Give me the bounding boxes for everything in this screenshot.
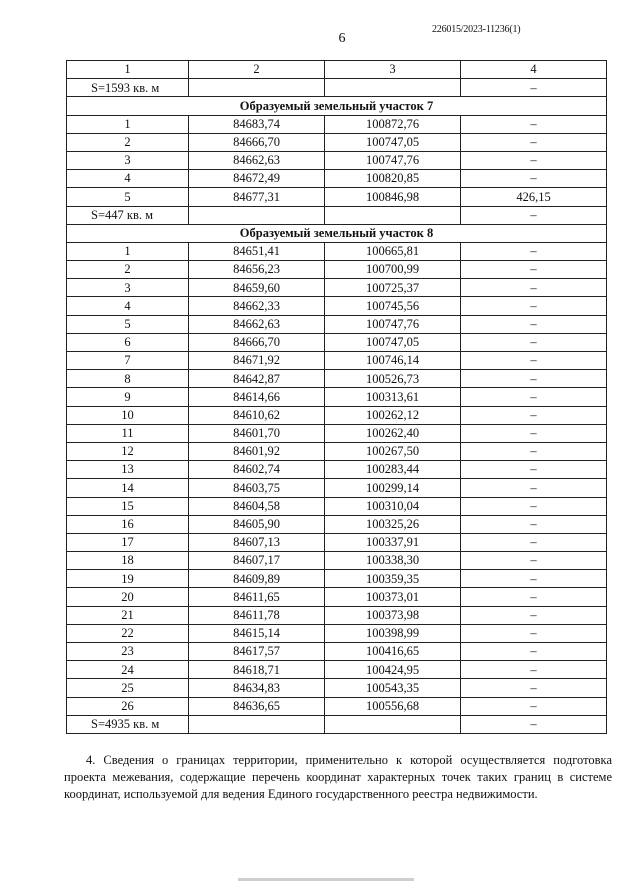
paragraph-text: 4. Сведения о границах территории, применительно к которой осуществляется подготовка проекта межевания, содержащие перечень координат характерных точек таких границ в системе координат, используемой для ведения Единого государственного реестра недвижимости.	[64, 753, 612, 801]
point-number-cell: 20	[67, 588, 189, 606]
empty-cell	[325, 206, 461, 224]
distance-cell: –	[461, 388, 607, 406]
distance-cell: –	[461, 697, 607, 715]
distance-cell: –	[461, 424, 607, 442]
x-coordinate-cell: 84610,62	[189, 406, 325, 424]
x-coordinate-cell: 84605,90	[189, 515, 325, 533]
empty-cell	[189, 206, 325, 224]
table-row	[67, 370, 607, 388]
distance-cell: –	[461, 115, 607, 133]
page-number: 6	[338, 31, 346, 46]
y-coordinate-cell: 100820,85	[325, 170, 461, 188]
y-coordinate-cell: 100745,56	[325, 297, 461, 315]
table-row	[67, 242, 607, 260]
distance-cell: –	[461, 370, 607, 388]
y-coordinate-cell: 100338,30	[325, 552, 461, 570]
y-coordinate-cell: 100325,26	[325, 515, 461, 533]
distance-cell: –	[461, 151, 607, 169]
x-coordinate-cell: 84671,92	[189, 352, 325, 370]
distance-cell: 426,15	[461, 188, 607, 206]
y-coordinate-cell: 100267,50	[325, 442, 461, 460]
y-coordinate-cell: 100665,81	[325, 242, 461, 260]
section-header-row	[67, 224, 607, 242]
distance-cell: –	[461, 606, 607, 624]
x-coordinate-cell: 84662,33	[189, 297, 325, 315]
section-title: Образуемый земельный участок 8	[67, 224, 607, 242]
coordinates-table	[66, 60, 607, 734]
point-number-cell: 3	[67, 151, 189, 169]
table-row	[67, 388, 607, 406]
y-coordinate-cell: 100872,76	[325, 115, 461, 133]
point-number-cell: 1	[67, 115, 189, 133]
distance-cell: –	[461, 297, 607, 315]
empty-cell	[325, 79, 461, 97]
area-value: S=4935 кв. м	[67, 715, 189, 733]
y-coordinate-cell: 100747,05	[325, 333, 461, 351]
table-row	[67, 315, 607, 333]
x-coordinate-cell: 84611,65	[189, 588, 325, 606]
x-coordinate-cell: 84662,63	[189, 315, 325, 333]
point-number-cell: 22	[67, 624, 189, 642]
point-number-cell: 21	[67, 606, 189, 624]
point-number-cell: 11	[67, 424, 189, 442]
empty-cell	[325, 715, 461, 733]
x-coordinate-cell: 84615,14	[189, 624, 325, 642]
area-value: S=1593 кв. м	[67, 79, 189, 97]
area-row	[67, 715, 607, 733]
point-number-cell: 13	[67, 461, 189, 479]
x-coordinate-cell: 84607,13	[189, 533, 325, 551]
x-coordinate-cell: 84659,60	[189, 279, 325, 297]
distance-cell: –	[461, 170, 607, 188]
distance-cell: –	[461, 352, 607, 370]
point-number-cell: 4	[67, 297, 189, 315]
table-row	[67, 279, 607, 297]
point-number-cell: 7	[67, 352, 189, 370]
y-coordinate-cell: 100747,76	[325, 315, 461, 333]
table-row	[67, 297, 607, 315]
distance-cell: –	[461, 624, 607, 642]
x-coordinate-cell: 84677,31	[189, 188, 325, 206]
table-row	[67, 170, 607, 188]
y-coordinate-cell: 100337,91	[325, 533, 461, 551]
distance-cell: –	[461, 261, 607, 279]
x-coordinate-cell: 84666,70	[189, 133, 325, 151]
distance-cell: –	[461, 533, 607, 551]
y-coordinate-cell: 100299,14	[325, 479, 461, 497]
x-coordinate-cell: 84609,89	[189, 570, 325, 588]
distance-cell: –	[461, 643, 607, 661]
point-number-cell: 12	[67, 442, 189, 460]
distance-cell: –	[461, 279, 607, 297]
section-header-row	[67, 97, 607, 115]
table-row	[67, 333, 607, 351]
table-row	[67, 570, 607, 588]
y-coordinate-cell: 100262,40	[325, 424, 461, 442]
point-number-cell: 16	[67, 515, 189, 533]
table-body	[67, 79, 607, 734]
table-row	[67, 188, 607, 206]
y-coordinate-cell: 100526,73	[325, 370, 461, 388]
distance-cell: –	[461, 333, 607, 351]
table-row	[67, 424, 607, 442]
x-coordinate-cell: 84614,66	[189, 388, 325, 406]
table-row	[67, 643, 607, 661]
point-number-cell: 26	[67, 697, 189, 715]
x-coordinate-cell: 84611,78	[189, 606, 325, 624]
point-number-cell: 23	[67, 643, 189, 661]
table-row	[67, 533, 607, 551]
y-coordinate-cell: 100725,37	[325, 279, 461, 297]
distance-cell: –	[461, 515, 607, 533]
table-header-row	[67, 61, 607, 79]
table-row	[67, 552, 607, 570]
x-coordinate-cell: 84607,17	[189, 552, 325, 570]
table-row	[67, 442, 607, 460]
point-number-cell: 17	[67, 533, 189, 551]
x-coordinate-cell: 84634,83	[189, 679, 325, 697]
y-coordinate-cell: 100543,35	[325, 679, 461, 697]
table-row	[67, 352, 607, 370]
y-coordinate-cell: 100416,65	[325, 643, 461, 661]
table-row	[67, 151, 607, 169]
distance-cell: –	[461, 406, 607, 424]
table-row	[67, 661, 607, 679]
x-coordinate-cell: 84683,74	[189, 115, 325, 133]
table-row	[67, 697, 607, 715]
y-coordinate-cell: 100373,01	[325, 588, 461, 606]
x-coordinate-cell: 84666,70	[189, 333, 325, 351]
table-row	[67, 461, 607, 479]
y-coordinate-cell: 100359,35	[325, 570, 461, 588]
table-row	[67, 479, 607, 497]
distance-cell: –	[461, 497, 607, 515]
point-number-cell: 15	[67, 497, 189, 515]
distance-cell: –	[461, 588, 607, 606]
x-coordinate-cell: 84617,57	[189, 643, 325, 661]
x-coordinate-cell: 84603,75	[189, 479, 325, 497]
empty-cell	[189, 715, 325, 733]
area-value: S=447 кв. м	[67, 206, 189, 224]
area-row	[67, 206, 607, 224]
distance-cell: –	[461, 461, 607, 479]
point-number-cell: 25	[67, 679, 189, 697]
column-header: 2	[189, 61, 325, 79]
point-number-cell: 6	[67, 333, 189, 351]
y-coordinate-cell: 100398,99	[325, 624, 461, 642]
table-row	[67, 497, 607, 515]
y-coordinate-cell: 100746,14	[325, 352, 461, 370]
empty-cell	[189, 79, 325, 97]
point-number-cell: 5	[67, 315, 189, 333]
distance-cell: –	[461, 242, 607, 260]
x-coordinate-cell: 84672,49	[189, 170, 325, 188]
x-coordinate-cell: 84651,41	[189, 242, 325, 260]
column-header: 1	[67, 61, 189, 79]
y-coordinate-cell: 100846,98	[325, 188, 461, 206]
x-coordinate-cell: 84601,70	[189, 424, 325, 442]
table-row	[67, 115, 607, 133]
table-row	[67, 588, 607, 606]
y-coordinate-cell: 100556,68	[325, 697, 461, 715]
x-coordinate-cell: 84662,63	[189, 151, 325, 169]
point-number-cell: 9	[67, 388, 189, 406]
point-number-cell: 2	[67, 261, 189, 279]
distance-cell: –	[461, 442, 607, 460]
x-coordinate-cell: 84636,65	[189, 697, 325, 715]
distance-cell: –	[461, 315, 607, 333]
point-number-cell: 3	[67, 279, 189, 297]
x-coordinate-cell: 84618,71	[189, 661, 325, 679]
point-number-cell: 1	[67, 242, 189, 260]
table-row	[67, 679, 607, 697]
distance-cell: –	[461, 715, 607, 733]
table-row	[67, 406, 607, 424]
scan-artifact-line	[238, 878, 414, 881]
x-coordinate-cell: 84656,23	[189, 261, 325, 279]
distance-cell: –	[461, 79, 607, 97]
section-title: Образуемый земельный участок 7	[67, 97, 607, 115]
y-coordinate-cell: 100424,95	[325, 661, 461, 679]
y-coordinate-cell: 100262,12	[325, 406, 461, 424]
column-header: 4	[461, 61, 607, 79]
y-coordinate-cell: 100313,61	[325, 388, 461, 406]
point-number-cell: 19	[67, 570, 189, 588]
y-coordinate-cell: 100373,98	[325, 606, 461, 624]
point-number-cell: 5	[67, 188, 189, 206]
point-number-cell: 8	[67, 370, 189, 388]
point-number-cell: 2	[67, 133, 189, 151]
distance-cell: –	[461, 679, 607, 697]
distance-cell: –	[461, 479, 607, 497]
y-coordinate-cell: 100747,05	[325, 133, 461, 151]
column-header: 3	[325, 61, 461, 79]
distance-cell: –	[461, 570, 607, 588]
section-4-paragraph	[64, 752, 612, 803]
y-coordinate-cell: 100283,44	[325, 461, 461, 479]
distance-cell: –	[461, 133, 607, 151]
point-number-cell: 14	[67, 479, 189, 497]
x-coordinate-cell: 84642,87	[189, 370, 325, 388]
point-number-cell: 24	[67, 661, 189, 679]
point-number-cell: 4	[67, 170, 189, 188]
distance-cell: –	[461, 552, 607, 570]
point-number-cell: 10	[67, 406, 189, 424]
area-row	[67, 79, 607, 97]
table-row	[67, 133, 607, 151]
y-coordinate-cell: 100310,04	[325, 497, 461, 515]
table-row	[67, 261, 607, 279]
distance-cell: –	[461, 661, 607, 679]
x-coordinate-cell: 84601,92	[189, 442, 325, 460]
table-row	[67, 624, 607, 642]
table-row	[67, 515, 607, 533]
y-coordinate-cell: 100700,99	[325, 261, 461, 279]
x-coordinate-cell: 84604,58	[189, 497, 325, 515]
x-coordinate-cell: 84602,74	[189, 461, 325, 479]
document-registration-number: 226015/2023-11236(1)	[432, 24, 521, 35]
table-row	[67, 606, 607, 624]
distance-cell: –	[461, 206, 607, 224]
y-coordinate-cell: 100747,76	[325, 151, 461, 169]
point-number-cell: 18	[67, 552, 189, 570]
